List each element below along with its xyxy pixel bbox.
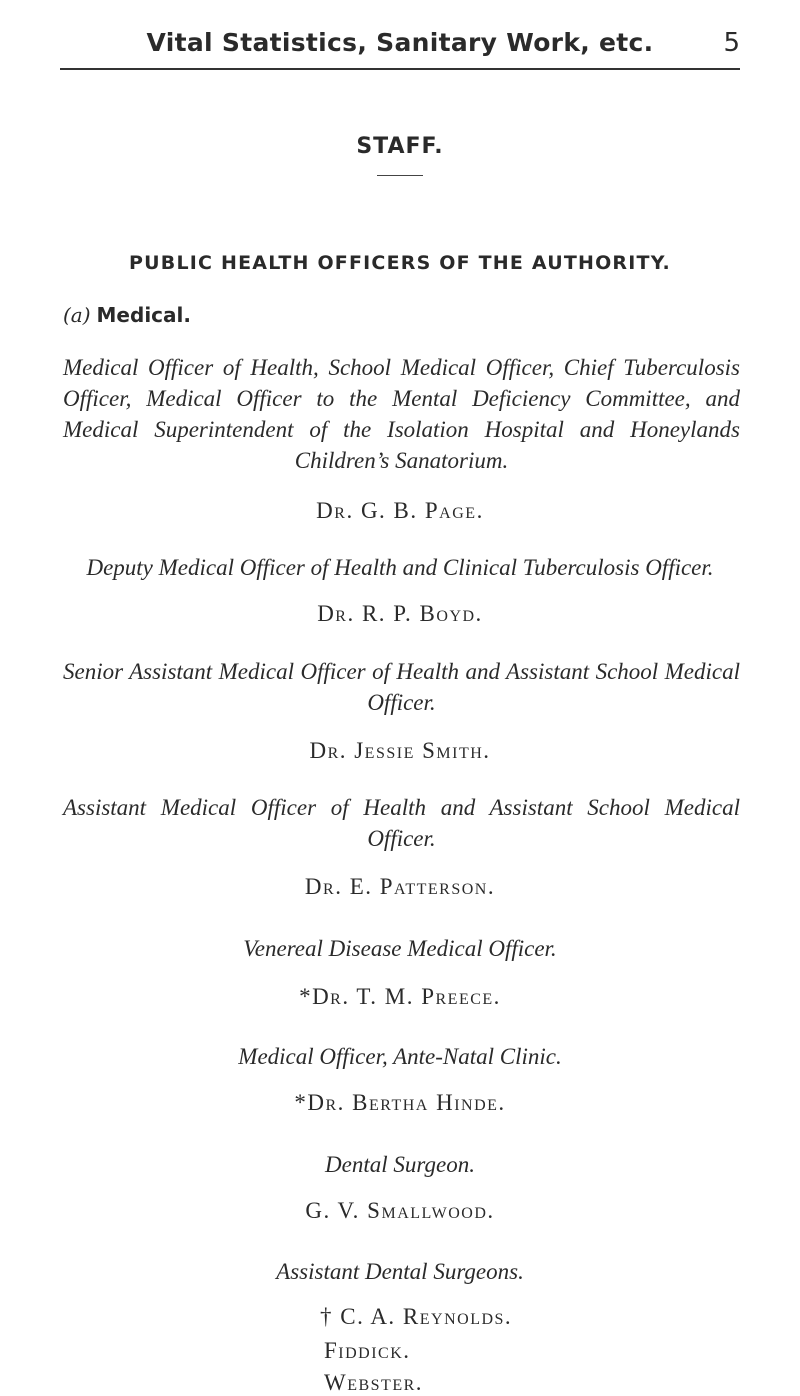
role-senior-assistant-medical-officer: Senior Assistant Medical Officer of Health and Assistant School Medical Officer. xyxy=(63,659,740,715)
officer-name: *Dr. T. M. Preece. xyxy=(299,984,501,1009)
subsection-heading xyxy=(63,303,191,327)
officer-name: Fiddick. xyxy=(324,1338,411,1363)
role-assistant-medical-officer: Assistant Medical Officer of Health and Assistant School Medical Officer. xyxy=(63,795,740,851)
officer-name: † C. A. Reynolds. xyxy=(320,1304,513,1329)
officer-name: Dr. E. Patterson. xyxy=(304,874,496,899)
divider-rule xyxy=(377,175,423,176)
subsection-label: Medical. xyxy=(96,303,191,327)
header-rule xyxy=(60,68,740,70)
role-assistant-dental-surgeons: Assistant Dental Surgeons. xyxy=(276,1259,524,1284)
role-venereal-disease-officer: Venereal Disease Medical Officer. xyxy=(243,936,557,961)
officer-name: Dr. G. B. Page. xyxy=(316,498,484,523)
running-header xyxy=(60,28,740,68)
section-heading: PUBLIC HEALTH OFFICERS OF THE AUTHORITY. xyxy=(129,252,671,274)
officer-name: *Dr. Bertha Hinde. xyxy=(294,1090,506,1115)
officer-name: Dr. Jessie Smith. xyxy=(309,738,491,763)
page-number: 5 xyxy=(723,28,740,58)
officer-name: Dr. R. P. Boyd. xyxy=(317,601,483,626)
role-dental-surgeon: Dental Surgeon. xyxy=(325,1152,475,1177)
running-title: Vital Statistics, Sanitary Work, etc. xyxy=(146,28,654,57)
officer-name: Webster. xyxy=(324,1370,424,1395)
role-medical-officer-of-health: Medical Officer of Health, School Medical Officer, Chief Tuberculosis Officer, Medical Officer to the Mental Deficiency Committee, and Medical Superintendent of the Isolation Hospital and Honeylands Children’s Sanatorium. xyxy=(63,355,740,473)
subsection-letter: (a) xyxy=(63,303,91,327)
role-deputy-medical-officer: Deputy Medical Officer of Health and Clinical Tuberculosis Officer. xyxy=(86,555,714,580)
officer-name: G. V. Smallwood. xyxy=(305,1198,495,1223)
staff-heading: STAFF. xyxy=(356,134,444,159)
role-ante-natal-clinic-officer: Medical Officer, Ante-Natal Clinic. xyxy=(238,1044,562,1069)
